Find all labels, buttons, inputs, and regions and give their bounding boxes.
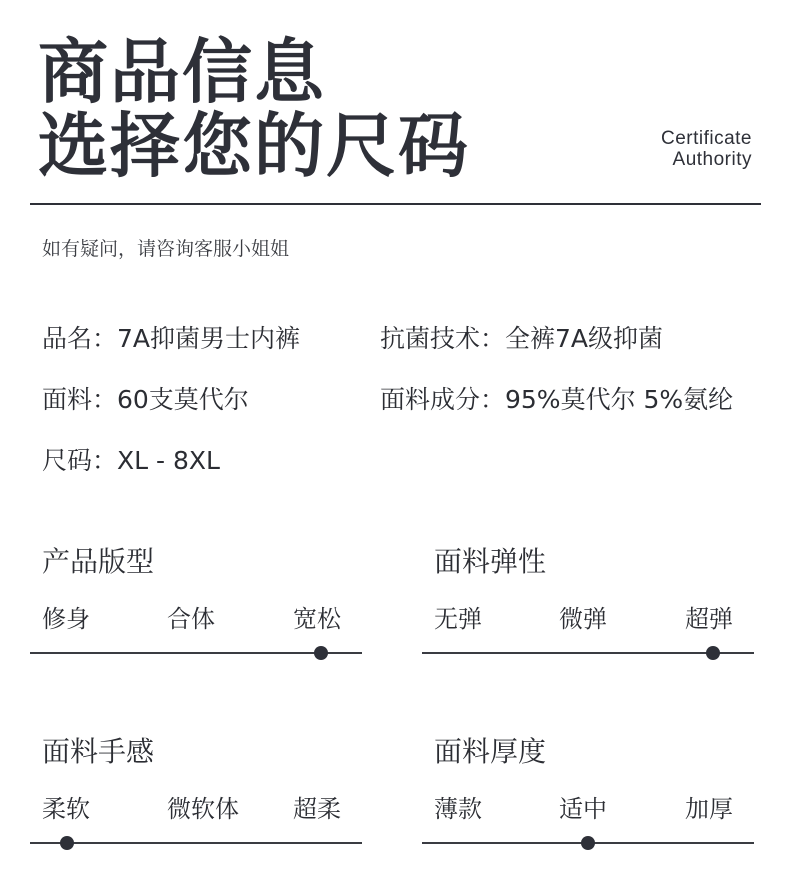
feel-label-high: 超柔 bbox=[293, 795, 341, 823]
elasticity-scale-track bbox=[422, 652, 754, 654]
fit-scale-track bbox=[30, 652, 362, 654]
thickness-scale-title: 面料厚度 bbox=[434, 735, 547, 768]
certificate-authority-label bbox=[661, 128, 752, 170]
page-title-line2: 选择您的尺码 bbox=[38, 105, 470, 187]
page-title-line1: 商品信息 bbox=[38, 31, 326, 113]
elasticity-label-low: 无弹 bbox=[434, 605, 482, 633]
feel-label-low: 柔软 bbox=[42, 795, 90, 823]
feel-scale-track bbox=[30, 842, 362, 844]
feel-label-mid: 微软体 bbox=[167, 795, 239, 823]
fit-scale-title: 产品版型 bbox=[42, 545, 155, 578]
spec-composition: 面料成分：95%莫代尔 5%氨纶 bbox=[380, 385, 734, 414]
fit-label-low: 修身 bbox=[42, 605, 90, 633]
feel-scale-title: 面料手感 bbox=[42, 735, 155, 768]
elasticity-scale-title: 面料弹性 bbox=[434, 545, 547, 578]
header-divider bbox=[30, 203, 761, 205]
spec-antibacterial-tech: 抗菌技术：全裤7A级抑菌 bbox=[380, 324, 664, 353]
customer-service-note: 如有疑问，请咨询客服小姐姐 bbox=[42, 238, 290, 260]
thickness-label-mid: 适中 bbox=[559, 795, 607, 823]
thickness-scale-marker bbox=[581, 836, 595, 850]
elasticity-scale-marker bbox=[706, 646, 720, 660]
fit-scale-marker bbox=[314, 646, 328, 660]
thickness-label-high: 加厚 bbox=[685, 795, 733, 823]
elasticity-label-high: 超弹 bbox=[685, 605, 733, 633]
elasticity-label-mid: 微弹 bbox=[559, 605, 607, 633]
feel-scale-marker bbox=[60, 836, 74, 850]
cert-line2: Authority bbox=[672, 149, 752, 170]
fit-label-mid: 合体 bbox=[167, 605, 215, 633]
spec-fabric: 面料：60支莫代尔 bbox=[42, 385, 249, 414]
cert-line1: Certificate bbox=[660, 128, 752, 149]
thickness-label-low: 薄款 bbox=[434, 795, 482, 823]
spec-product-name: 品名：7A抑菌男士内裤 bbox=[42, 324, 301, 353]
spec-size: 尺码：XL - 8XL bbox=[42, 446, 220, 475]
fit-label-high: 宽松 bbox=[293, 605, 341, 633]
